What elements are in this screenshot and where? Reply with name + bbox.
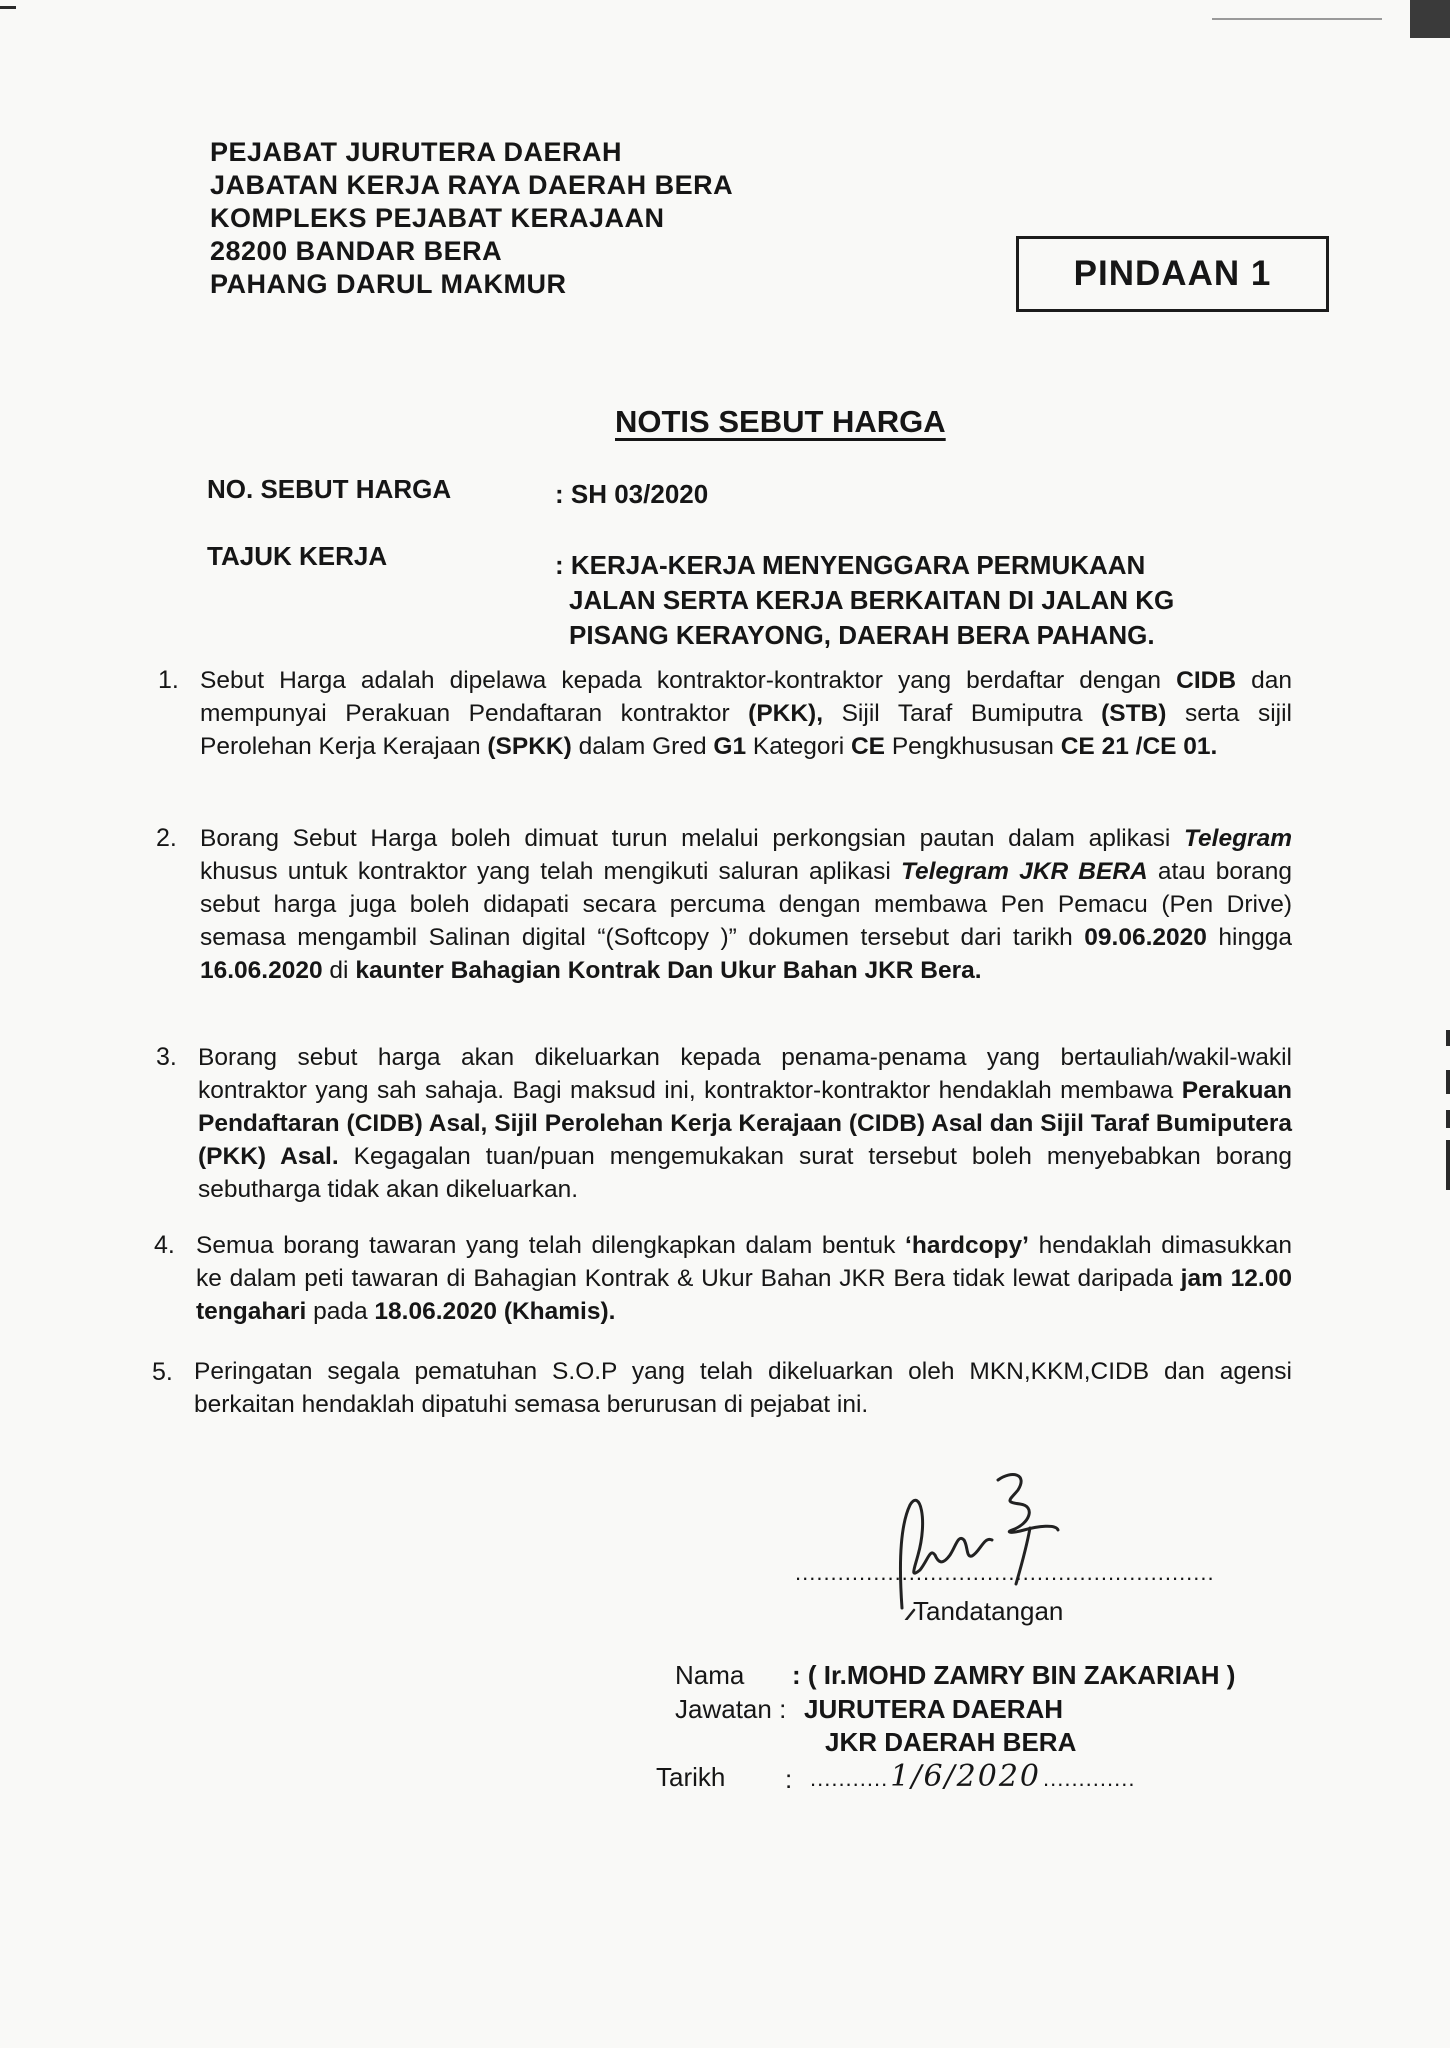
work-title-value: [555, 548, 1174, 653]
item-text-run: CE 21 /CE 01.: [1060, 733, 1218, 760]
item-text-run: Borang Sebut Harga boleh dimuat turun melalui perkongsian pautan dalam aplikasi: [200, 825, 1184, 852]
scan-mark: [1446, 1070, 1450, 1094]
item-text-run: CIDB: [1176, 667, 1237, 694]
date-value: 1/6/2020: [890, 1759, 1041, 1794]
name-label: Nama: [675, 1660, 745, 1690]
item-text-run: khusus untuk kontraktor yang telah mengikuti saluran aplikasi: [200, 858, 901, 885]
item-text-run: ‘hardcopy’: [905, 1232, 1029, 1259]
position-line: JURUTERA DAERAH: [804, 1694, 1064, 1724]
address-line: PEJABAT JURUTERA DAERAH: [210, 137, 623, 167]
item-text-run: dan mempunyai Perakuan Pendaftaran kontraktor: [200, 667, 1292, 727]
item-text-run: (SPKK): [487, 733, 572, 760]
item-text-run: Pengkhususan: [885, 733, 1061, 760]
item-number: 4.: [154, 1231, 175, 1259]
work-title-line: JALAN SERTA KERJA BERKAITAN DI JALAN KG: [569, 585, 1175, 615]
item-text-run: Kategori: [746, 733, 851, 760]
item-text-run: G1: [713, 733, 747, 760]
item-text: [200, 664, 1292, 763]
item-text-run: Semua borang tawaran yang telah dilengkapkan dalam bentuk: [196, 1232, 906, 1259]
date-colon: :: [785, 1764, 793, 1794]
item-text-run: 18.06.2020 (Khamis).: [374, 1298, 616, 1325]
item-text-run: (STB): [1101, 700, 1167, 727]
item-text-run: Perakuan Pendaftaran (CIDB) Asal, Sijil Perolehan Kerja Kerajaan (CIDB) Asal dan Sijil Taraf Bumiputera (PKK) Asal.: [198, 1077, 1292, 1170]
item-text-run: hingga: [1206, 924, 1292, 951]
scan-mark: [1212, 18, 1382, 20]
ref-value: : SH 03/2020: [555, 479, 709, 509]
name-value: : ( Ir.MOHD ZAMRY BIN ZAKARIAH ): [792, 1660, 1236, 1690]
work-title-line: PISANG KERAYONG, DAERAH BERA PAHANG.: [569, 620, 1155, 650]
address-line: PAHANG DARUL MAKMUR: [210, 269, 567, 299]
item-text: [200, 822, 1292, 987]
item-text-run: atau borang sebut harga juga boleh didapati secara percuma dengan membawa Pen Pemacu (Pen Drive) semasa mengambil Salinan digital “(Softcopy )” dokumen tersebut dari tarikh: [200, 858, 1293, 951]
office-address-block: [210, 136, 733, 301]
work-title-line: : KERJA-KERJA MENYENGGARA PERMUKAAN: [555, 550, 1146, 580]
item-text-run: kaunter Bahagian Kontrak Dan Ukur Bahan JKR Bera.: [355, 957, 982, 984]
address-line: KOMPLEKS PEJABAT KERAJAAN: [210, 203, 665, 233]
address-line: JABATAN KERJA RAYA DAERAH BERA: [210, 170, 734, 200]
signature-caption: Tandatangan: [913, 1596, 1064, 1626]
address-line: 28200 BANDAR BERA: [210, 236, 503, 266]
amendment-label: PINDAAN 1: [1073, 254, 1272, 293]
item-number: 1.: [158, 666, 179, 694]
date-field: [810, 1759, 1135, 1794]
scan-mark: [0, 6, 16, 9]
item-text-run: Telegram JKR BERA: [900, 858, 1148, 885]
item-number: 3.: [156, 1043, 177, 1071]
item-number: 2.: [156, 824, 177, 852]
item-text-run: 16.06.2020: [200, 957, 323, 984]
item-text-run: CE: [850, 733, 886, 760]
item-text-run: (PKK),: [748, 700, 824, 727]
item-text-run: Sijil Taraf Bumiputra: [823, 700, 1102, 727]
ref-label: NO. SEBUT HARGA: [207, 474, 452, 504]
item-text-run: di: [322, 957, 356, 984]
scan-mark: [1410, 0, 1450, 38]
item-text-run: hendaklah dimasukkan ke dalam peti tawaran di Bahagian Kontrak & Ukur Bahan JKR Bera tidak lewat daripada: [196, 1232, 1292, 1292]
item-text: [196, 1229, 1292, 1328]
item-text-run: Kegagalan tuan/puan mengemukakan surat tersebut boleh menyebabkan borang sebutharga tidak akan dikeluarkan.: [198, 1143, 1292, 1203]
scan-mark: [1446, 1140, 1450, 1190]
date-dots: ...........: [810, 1766, 889, 1791]
scan-mark: [1446, 1110, 1450, 1128]
signature-line: ...........................................................: [795, 1560, 1215, 1585]
item-text-run: jam 12.00 tengahari: [196, 1265, 1292, 1325]
position-line: JKR DAERAH BERA: [825, 1727, 1077, 1757]
item-number: 5.: [152, 1358, 173, 1386]
date-dots: .............: [1043, 1766, 1136, 1791]
item-text-run: Borang sebut harga akan dikeluarkan kepada penama-penama yang bertauliah/wakil-wakil kontraktor yang sah sahaja. Bagi maksud ini, kontraktor-kontraktor hendaklah membawa: [198, 1044, 1292, 1104]
position-label: Jawatan :: [675, 1694, 787, 1724]
item-text-run: pada: [306, 1298, 375, 1325]
scan-mark: [1446, 1030, 1450, 1046]
item-text: [198, 1041, 1292, 1206]
work-title-label: TAJUK KERJA: [207, 541, 388, 571]
date-label: Tarikh: [656, 1762, 726, 1792]
item-text-run: serta sijil Perolehan Kerja Kerajaan: [200, 700, 1292, 760]
amendment-box: [1016, 236, 1329, 312]
item-text-run: Telegram: [1183, 825, 1292, 852]
item-text-run: Sebut Harga adalah dipelawa kepada kontraktor-kontraktor yang berdaftar dengan: [200, 667, 1177, 694]
item-text: [194, 1355, 1292, 1421]
notice-title: NOTIS SEBUT HARGA: [615, 404, 946, 439]
item-text-run: 09.06.2020: [1084, 924, 1207, 951]
item-text-run: dalam Gred: [571, 733, 714, 760]
item-text-run: Peringatan segala pematuhan S.O.P yang telah dikeluarkan oleh MKN,KKM,CIDB dan agensi berkaitan hendaklah dipatuhi semasa berurusan di pejabat ini.: [194, 1358, 1292, 1418]
